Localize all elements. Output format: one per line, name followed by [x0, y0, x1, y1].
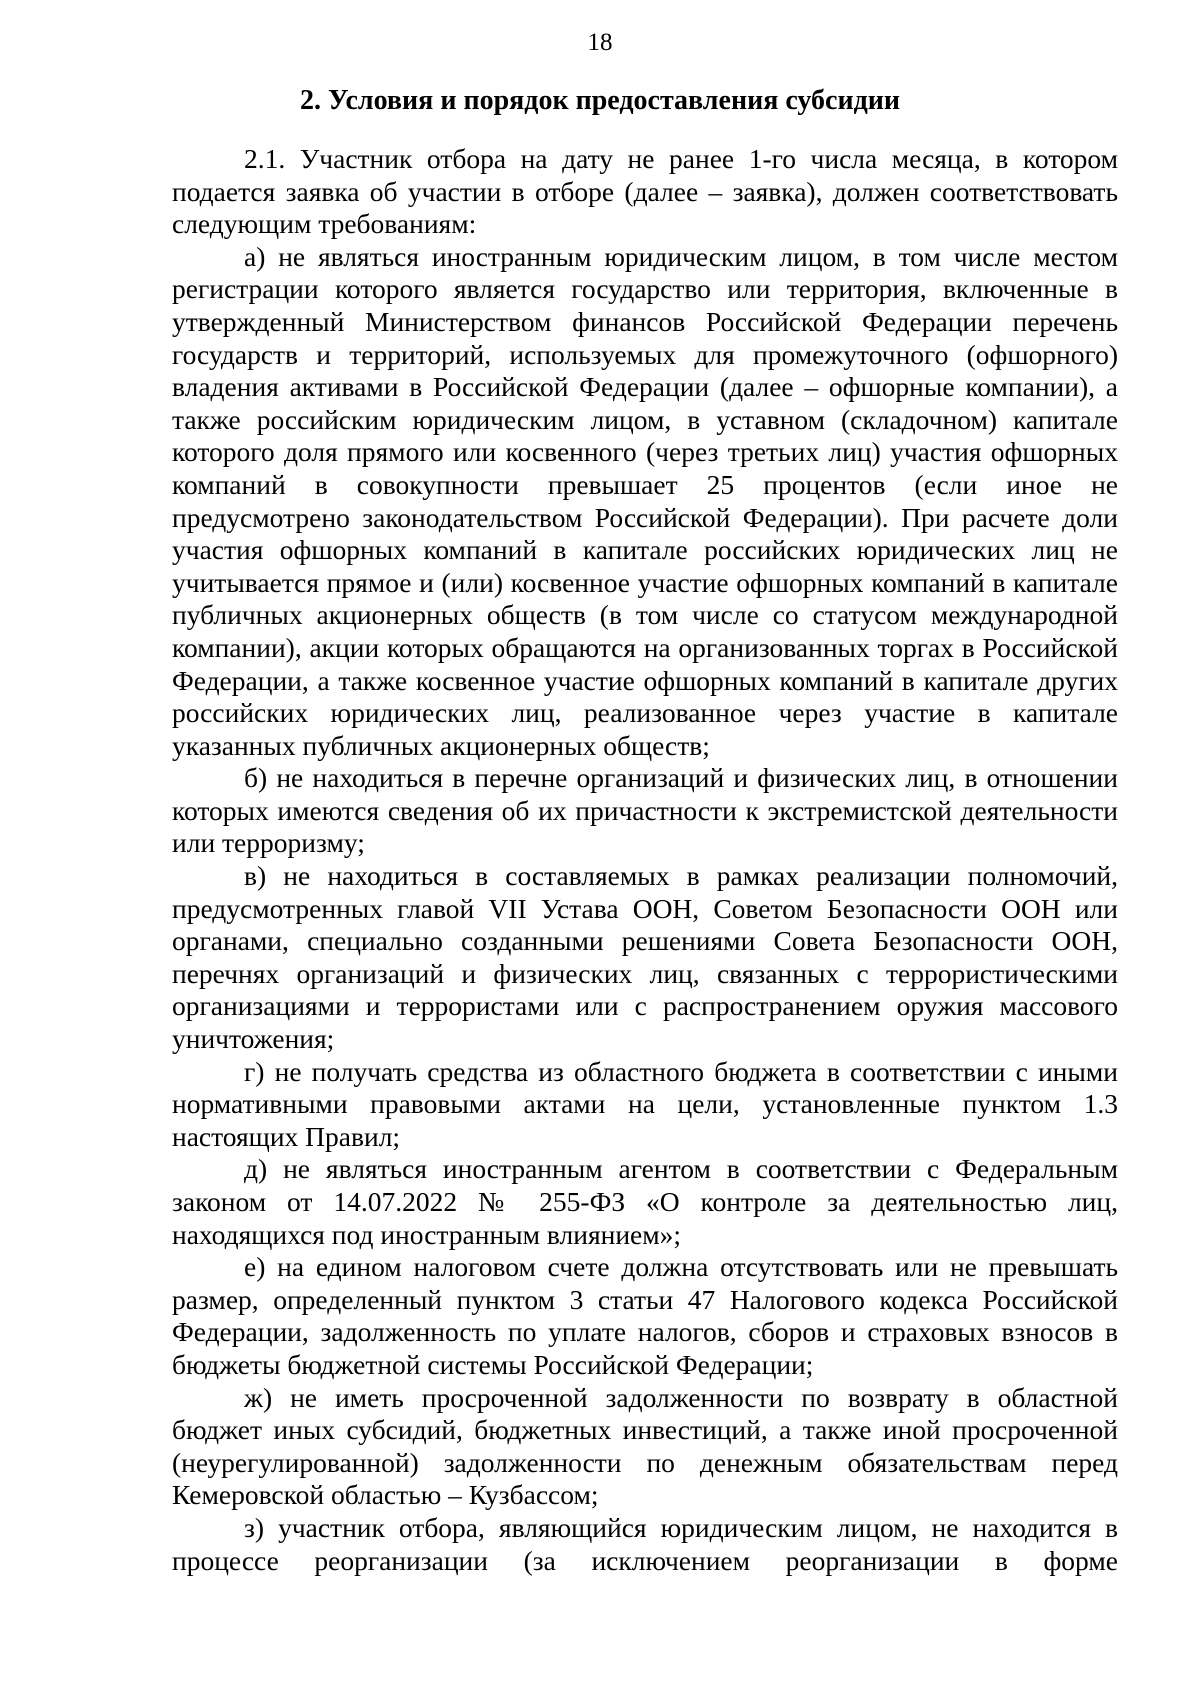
paragraph-item-a: а) не являться иностранным юридическим лицом, в том числе местом регистрации которого является государство или территория, включенные в утвержденный Министерством финансов Российской Федерации перечень государств и территорий, используемых для промежуточного (офшорного) владения активами в Российской Федерации (далее – офшорные компании), а также российским юридическим лицом, в уставном (складочном) капитале которого доля прямого или косвенного (через третьих лиц) участия офшорных компаний в совокупности превышает 25 процентов (если иное не предусмотрено законодательством Российской Федерации). При расчете доли участия офшорных компаний в капитале российских юридических лиц не учитывается прямое и (или) косвенное участие офшорных компаний в капитале публичных акционерных обществ (в том числе со статусом международной компании), акции которых обращаются на организованных торгах в Российской Федерации, а также косвенное участие офшорных компаний в капитале других российских юридических лиц, реализованное через участие в капитале указанных публичных акционерных обществ; — [172, 240, 1118, 761]
document-body — [172, 143, 1118, 1577]
paragraph-item-d: д) не являться иностранным агентом в соответствии с Федеральным законом от 14.07.2022 № 255-ФЗ «О контроле за деятельностью лиц, находящихся под иностранным влиянием»; — [172, 1153, 1118, 1250]
paragraph-item-v: в) не находиться в составляемых в рамках реализации полномочий, предусмотренных главой VII Устава ООН, Советом Безопасности ООН или органами, специально созданными решениями Совета Безопасности ООН, перечнях организаций и физических лиц, связанных с террористическими организациями и террористами или с распространением оружия массового уничтожения; — [172, 860, 1118, 1055]
paragraph-item-e: е) на едином налоговом счете должна отсутствовать или не превышать размер, определенный пунктом 3 статьи 47 Налогового кодекса Российской Федерации, задолженность по уплате налогов, сборов и страховых взносов в бюджеты бюджетной системы Российской Федерации; — [172, 1251, 1118, 1380]
section-title: 2. Условия и порядок предоставления субсидии — [299, 85, 901, 116]
paragraph-item-g: г) не получать средства из областного бюджета в соответствии с иными нормативными правовыми актами на цели, установленные пунктом 1.3 настоящих Правил; — [172, 1055, 1118, 1152]
paragraph-item-zh: ж) не иметь просроченной задолженности по возврату в областной бюджет иных субсидий, бюджетных инвестиций, а также иной просроченной (неурегулированной) задолженности по денежным обязательствам перед Кемеровской областью – Кузбассом; — [172, 1381, 1118, 1511]
paragraph-item-b: б) не находиться в перечне организаций и физических лиц, в отношении которых имеются сведения об их причастности к экстремистской деятельности или терроризму; — [172, 762, 1118, 859]
paragraph-2-1: 2.1. Участник отбора на дату не ранее 1-го числа месяца, в котором подается заявка об участии в отборе (далее – заявка), должен соответствовать следующим требованиям: — [172, 143, 1118, 240]
page-number: 18 — [587, 29, 613, 56]
paragraph-item-z: з) участник отбора, являющийся юридическим лицом, не находится в процессе реорганизации (за исключением реорганизации в форме — [172, 1511, 1118, 1576]
